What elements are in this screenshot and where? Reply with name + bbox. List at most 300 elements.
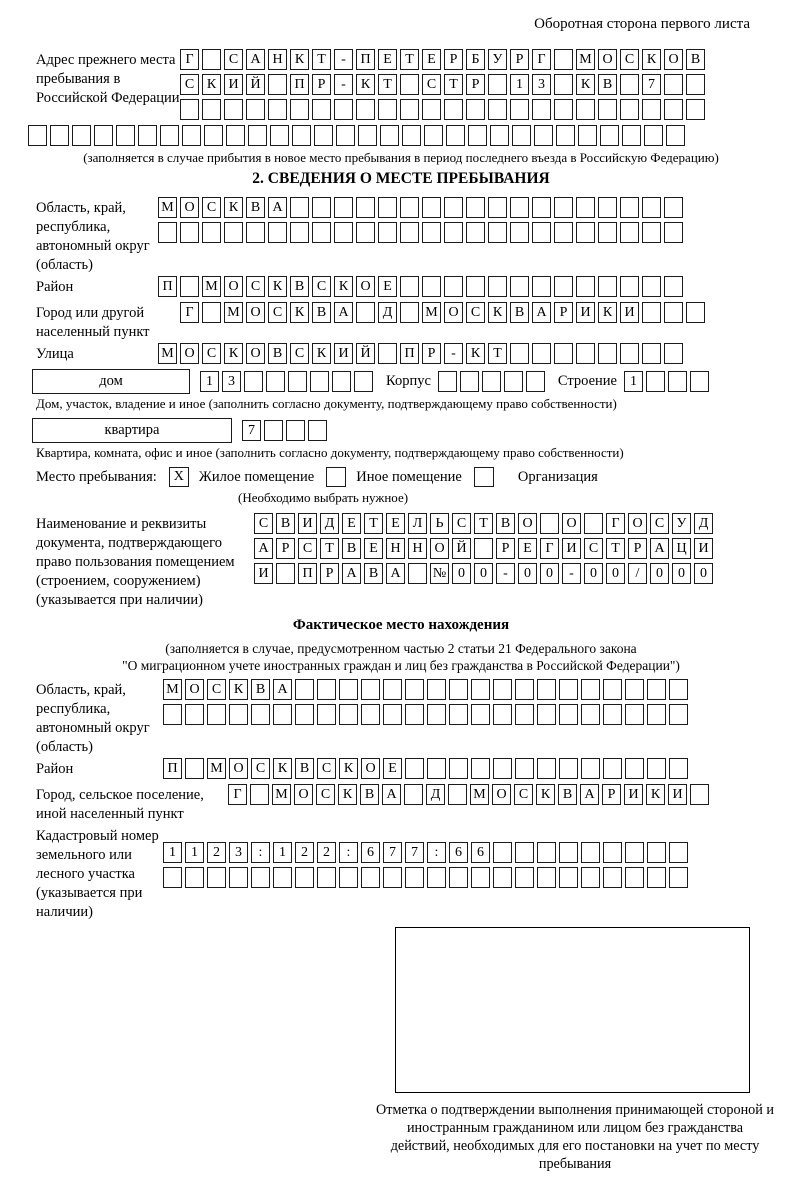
char-cell[interactable]: К [642,49,661,70]
char-cell[interactable]: Р [628,538,647,559]
char-cell[interactable] [276,563,295,584]
char-cell[interactable] [250,784,269,805]
char-cell[interactable] [664,99,683,120]
char-cell[interactable]: Д [378,302,397,323]
char-cell[interactable]: К [224,343,243,364]
char-cell[interactable] [408,563,427,584]
char-cell[interactable]: В [295,758,314,779]
char-cell[interactable]: Р [496,538,515,559]
char-cell[interactable] [251,704,270,725]
char-cell[interactable] [493,842,512,863]
char-cell[interactable] [400,276,419,297]
char-cell[interactable]: 0 [694,563,713,584]
char-cell[interactable] [581,758,600,779]
char-cell[interactable] [620,197,639,218]
char-cell[interactable]: С [422,74,441,95]
char-cell[interactable] [598,276,617,297]
char-cell[interactable] [246,222,265,243]
char-cell[interactable]: И [334,343,353,364]
char-cell[interactable] [581,704,600,725]
char-cell[interactable] [312,222,331,243]
char-cell[interactable]: О [180,343,199,364]
char-cell[interactable] [664,222,683,243]
char-cell[interactable] [383,679,402,700]
char-cell[interactable] [288,371,307,392]
char-cell[interactable] [468,125,487,146]
other-premises-checkbox[interactable] [326,467,346,487]
char-cell[interactable] [28,125,47,146]
char-cell[interactable]: № [430,563,449,584]
char-cell[interactable] [559,704,578,725]
char-cell[interactable] [488,99,507,120]
char-cell[interactable] [515,758,534,779]
char-cell[interactable] [422,197,441,218]
char-cell[interactable]: Д [426,784,445,805]
char-cell[interactable] [559,679,578,700]
char-cell[interactable]: О [185,679,204,700]
char-cell[interactable]: П [290,74,309,95]
char-cell[interactable]: - [496,563,515,584]
char-cell[interactable] [180,222,199,243]
char-cell[interactable] [273,867,292,888]
char-cell[interactable]: П [400,343,419,364]
char-cell[interactable]: К [334,276,353,297]
char-cell[interactable] [378,222,397,243]
char-cell[interactable]: Т [364,513,383,534]
char-cell[interactable] [339,867,358,888]
char-cell[interactable]: 0 [650,563,669,584]
char-cell[interactable]: С [312,276,331,297]
char-cell[interactable] [647,842,666,863]
char-cell[interactable] [405,758,424,779]
char-cell[interactable]: К [488,302,507,323]
char-cell[interactable] [510,343,529,364]
char-cell[interactable]: Й [246,74,265,95]
char-cell[interactable] [264,420,283,441]
char-cell[interactable] [185,704,204,725]
char-cell[interactable]: С [207,679,226,700]
char-cell[interactable]: С [650,513,669,534]
char-cell[interactable]: О [562,513,581,534]
char-cell[interactable]: К [536,784,555,805]
char-cell[interactable] [664,343,683,364]
char-cell[interactable] [356,197,375,218]
char-cell[interactable]: А [580,784,599,805]
char-cell[interactable] [686,74,705,95]
char-cell[interactable]: Й [356,343,375,364]
char-cell[interactable] [448,784,467,805]
char-cell[interactable] [625,867,644,888]
char-cell[interactable] [669,679,688,700]
char-cell[interactable] [427,679,446,700]
char-cell[interactable] [444,222,463,243]
char-cell[interactable] [378,197,397,218]
char-cell[interactable] [603,679,622,700]
char-cell[interactable] [449,704,468,725]
char-cell[interactable]: С [268,302,287,323]
char-cell[interactable] [72,125,91,146]
char-cell[interactable] [292,125,311,146]
char-cell[interactable]: О [518,513,537,534]
char-cell[interactable]: К [576,74,595,95]
char-cell[interactable] [669,842,688,863]
char-cell[interactable]: 7 [405,842,424,863]
char-cell[interactable] [339,679,358,700]
char-cell[interactable] [182,125,201,146]
char-cell[interactable]: К [202,74,221,95]
char-cell[interactable]: 6 [361,842,380,863]
char-cell[interactable]: 1 [624,371,643,392]
char-cell[interactable]: С [224,49,243,70]
char-cell[interactable] [471,867,490,888]
char-cell[interactable]: 1 [273,842,292,863]
char-cell[interactable]: Е [422,49,441,70]
char-cell[interactable] [625,679,644,700]
char-cell[interactable]: А [386,563,405,584]
char-cell[interactable]: О [180,197,199,218]
char-cell[interactable]: 3 [222,371,241,392]
char-cell[interactable]: М [224,302,243,323]
char-cell[interactable] [466,99,485,120]
char-cell[interactable] [422,222,441,243]
char-cell[interactable] [686,99,705,120]
char-cell[interactable] [356,99,375,120]
char-cell[interactable] [229,867,248,888]
char-cell[interactable]: Т [320,538,339,559]
char-cell[interactable] [554,276,573,297]
char-cell[interactable] [224,222,243,243]
char-cell[interactable]: К [356,74,375,95]
char-cell[interactable] [204,125,223,146]
char-cell[interactable] [400,197,419,218]
char-cell[interactable]: О [430,538,449,559]
char-cell[interactable]: Е [378,276,397,297]
char-cell[interactable] [270,125,289,146]
char-cell[interactable] [556,125,575,146]
char-cell[interactable] [449,867,468,888]
char-cell[interactable]: Т [488,343,507,364]
char-cell[interactable] [339,704,358,725]
char-cell[interactable] [180,276,199,297]
char-cell[interactable] [244,371,263,392]
char-cell[interactable]: К [273,758,292,779]
char-cell[interactable]: М [422,302,441,323]
char-cell[interactable]: О [246,343,265,364]
char-cell[interactable]: Г [180,49,199,70]
char-cell[interactable] [642,343,661,364]
char-cell[interactable] [380,125,399,146]
char-cell[interactable]: Р [554,302,573,323]
char-cell[interactable] [354,371,373,392]
char-cell[interactable]: И [224,74,243,95]
char-cell[interactable] [356,302,375,323]
char-cell[interactable]: К [290,49,309,70]
char-cell[interactable] [686,302,705,323]
char-cell[interactable]: С [254,513,273,534]
char-cell[interactable]: 3 [532,74,551,95]
char-cell[interactable]: 0 [474,563,493,584]
char-cell[interactable]: Г [228,784,247,805]
char-cell[interactable] [266,371,285,392]
char-cell[interactable] [404,784,423,805]
char-cell[interactable] [383,867,402,888]
char-cell[interactable] [581,842,600,863]
char-cell[interactable] [268,99,287,120]
char-cell[interactable]: О [628,513,647,534]
char-cell[interactable] [666,125,685,146]
char-cell[interactable] [642,99,661,120]
char-cell[interactable]: Е [378,49,397,70]
char-cell[interactable] [248,125,267,146]
char-cell[interactable] [332,371,351,392]
char-cell[interactable] [559,867,578,888]
char-cell[interactable] [554,222,573,243]
char-cell[interactable]: Е [342,513,361,534]
char-cell[interactable]: И [624,784,643,805]
char-cell[interactable] [620,99,639,120]
char-cell[interactable] [383,704,402,725]
char-cell[interactable]: А [273,679,292,700]
char-cell[interactable] [576,197,595,218]
char-cell[interactable] [466,276,485,297]
char-cell[interactable] [537,867,556,888]
char-cell[interactable] [405,679,424,700]
char-cell[interactable] [554,197,573,218]
char-cell[interactable]: 3 [229,842,248,863]
char-cell[interactable] [620,276,639,297]
char-cell[interactable]: Т [606,538,625,559]
char-cell[interactable]: Ь [430,513,449,534]
char-cell[interactable]: А [334,302,353,323]
char-cell[interactable]: Г [606,513,625,534]
char-cell[interactable]: И [576,302,595,323]
char-cell[interactable] [537,758,556,779]
char-cell[interactable] [312,197,331,218]
char-cell[interactable] [578,125,597,146]
char-cell[interactable] [490,125,509,146]
char-cell[interactable] [229,704,248,725]
char-cell[interactable] [600,125,619,146]
char-cell[interactable]: 2 [295,842,314,863]
char-cell[interactable] [202,49,221,70]
char-cell[interactable]: В [364,563,383,584]
char-cell[interactable]: В [312,302,331,323]
char-cell[interactable]: 0 [452,563,471,584]
char-cell[interactable] [603,704,622,725]
char-cell[interactable] [554,99,573,120]
char-cell[interactable] [647,704,666,725]
char-cell[interactable]: Р [466,74,485,95]
char-cell[interactable]: М [272,784,291,805]
char-cell[interactable]: Н [386,538,405,559]
char-cell[interactable]: Ц [672,538,691,559]
char-cell[interactable] [427,758,446,779]
char-cell[interactable]: 0 [584,563,603,584]
char-cell[interactable]: И [620,302,639,323]
char-cell[interactable]: С [246,276,265,297]
char-cell[interactable]: Л [408,513,427,534]
char-cell[interactable]: : [339,842,358,863]
char-cell[interactable] [163,704,182,725]
char-cell[interactable] [400,74,419,95]
char-cell[interactable] [515,704,534,725]
char-cell[interactable]: - [444,343,463,364]
char-cell[interactable] [94,125,113,146]
char-cell[interactable]: В [510,302,529,323]
char-cell[interactable]: С [180,74,199,95]
char-cell[interactable] [290,99,309,120]
char-cell[interactable] [559,842,578,863]
char-cell[interactable]: К [268,276,287,297]
char-cell[interactable]: Г [180,302,199,323]
char-cell[interactable] [554,74,573,95]
char-cell[interactable] [488,74,507,95]
char-cell[interactable] [576,222,595,243]
char-cell[interactable]: : [427,842,446,863]
char-cell[interactable]: В [268,343,287,364]
char-cell[interactable]: О [246,302,265,323]
char-cell[interactable]: Р [276,538,295,559]
char-cell[interactable]: М [207,758,226,779]
char-cell[interactable] [251,867,270,888]
char-cell[interactable] [647,867,666,888]
char-cell[interactable]: Г [540,538,559,559]
char-cell[interactable]: Е [518,538,537,559]
char-cell[interactable] [116,125,135,146]
char-cell[interactable]: С [466,302,485,323]
char-cell[interactable]: 7 [242,420,261,441]
char-cell[interactable] [446,125,465,146]
char-cell[interactable] [603,842,622,863]
char-cell[interactable] [598,99,617,120]
char-cell[interactable]: О [664,49,683,70]
residential-checkbox[interactable]: X [169,467,189,487]
char-cell[interactable] [422,99,441,120]
char-cell[interactable] [664,302,683,323]
char-cell[interactable] [295,679,314,700]
char-cell[interactable] [669,704,688,725]
char-cell[interactable] [314,125,333,146]
char-cell[interactable] [185,867,204,888]
char-cell[interactable] [554,49,573,70]
char-cell[interactable] [358,125,377,146]
char-cell[interactable] [510,99,529,120]
char-cell[interactable]: 0 [518,563,537,584]
char-cell[interactable]: Е [386,513,405,534]
char-cell[interactable]: Т [400,49,419,70]
char-cell[interactable]: Р [422,343,441,364]
char-cell[interactable] [581,867,600,888]
char-cell[interactable] [202,99,221,120]
char-cell[interactable] [308,420,327,441]
char-cell[interactable] [180,99,199,120]
char-cell[interactable]: У [488,49,507,70]
char-cell[interactable] [427,704,446,725]
char-cell[interactable] [581,679,600,700]
char-cell[interactable]: И [298,513,317,534]
char-cell[interactable] [273,704,292,725]
char-cell[interactable]: Р [320,563,339,584]
char-cell[interactable]: К [339,758,358,779]
char-cell[interactable] [471,704,490,725]
char-cell[interactable] [537,842,556,863]
char-cell[interactable]: 1 [200,371,219,392]
char-cell[interactable] [620,343,639,364]
char-cell[interactable] [400,222,419,243]
char-cell[interactable] [405,867,424,888]
char-cell[interactable]: В [342,538,361,559]
char-cell[interactable] [664,197,683,218]
char-cell[interactable]: : [251,842,270,863]
char-cell[interactable]: А [532,302,551,323]
char-cell[interactable] [438,371,457,392]
char-cell[interactable]: А [382,784,401,805]
char-cell[interactable]: П [356,49,375,70]
char-cell[interactable] [474,538,493,559]
char-cell[interactable] [158,222,177,243]
char-cell[interactable]: П [158,276,177,297]
char-cell[interactable]: О [229,758,248,779]
char-cell[interactable] [295,704,314,725]
char-cell[interactable]: - [334,49,353,70]
char-cell[interactable] [493,704,512,725]
char-cell[interactable]: А [268,197,287,218]
char-cell[interactable] [207,867,226,888]
char-cell[interactable] [471,679,490,700]
char-cell[interactable] [644,125,663,146]
char-cell[interactable] [488,222,507,243]
char-cell[interactable]: Т [474,513,493,534]
char-cell[interactable] [598,222,617,243]
char-cell[interactable]: В [598,74,617,95]
char-cell[interactable] [537,679,556,700]
char-cell[interactable] [427,867,446,888]
char-cell[interactable]: С [298,538,317,559]
char-cell[interactable]: 0 [540,563,559,584]
char-cell[interactable] [334,197,353,218]
char-cell[interactable]: Р [510,49,529,70]
char-cell[interactable]: И [254,563,273,584]
char-cell[interactable] [449,758,468,779]
char-cell[interactable] [540,513,559,534]
char-cell[interactable] [515,679,534,700]
char-cell[interactable]: С [514,784,533,805]
char-cell[interactable]: 6 [449,842,468,863]
char-cell[interactable]: И [694,538,713,559]
char-cell[interactable] [625,842,644,863]
char-cell[interactable] [317,704,336,725]
char-cell[interactable]: С [251,758,270,779]
char-cell[interactable]: О [444,302,463,323]
char-cell[interactable] [515,842,534,863]
char-cell[interactable] [664,276,683,297]
char-cell[interactable]: В [360,784,379,805]
char-cell[interactable]: М [576,49,595,70]
char-cell[interactable]: О [598,49,617,70]
char-cell[interactable]: А [650,538,669,559]
char-cell[interactable]: М [470,784,489,805]
char-cell[interactable]: П [163,758,182,779]
char-cell[interactable] [515,867,534,888]
char-cell[interactable]: М [158,197,177,218]
char-cell[interactable] [405,704,424,725]
char-cell[interactable]: Р [312,74,331,95]
char-cell[interactable] [356,222,375,243]
char-cell[interactable] [647,679,666,700]
char-cell[interactable] [603,867,622,888]
char-cell[interactable] [424,125,443,146]
char-cell[interactable] [488,276,507,297]
